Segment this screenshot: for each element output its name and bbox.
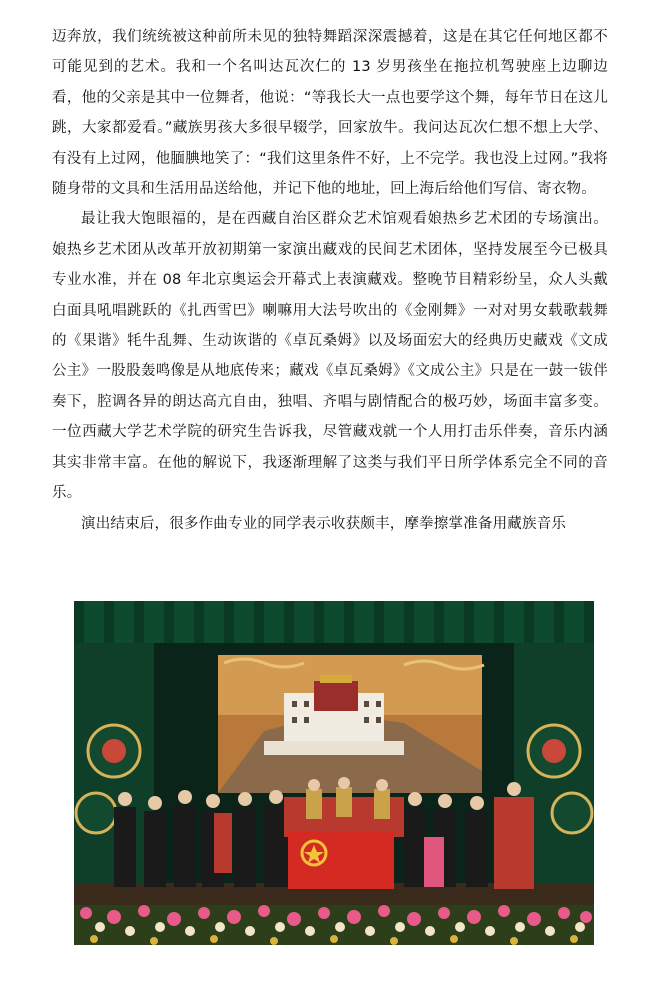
palace-backdrop bbox=[218, 655, 484, 793]
paragraph-2: 最让我大饱眼福的，是在西藏自治区群众艺术馆观看娘热乡艺术团的专场演出。娘热乡艺术团从改革开放初期第一家演出藏戏的民间艺术团体，坚持发展至今已极具专业水准，并在 08 年北京奥运会开幕式上表演藏戏。整晚节目精彩纷呈，众人头戴白面具吼唱跳跃的《扎西雪巴》喇嘛用大法号吹出的《金刚舞》一对对男女载歌载舞的《果谐》牦牛乱舞、生动诙谐的《卓瓦桑姆》以及场面宏大的经典历史藏戏《文成公主》一股股轰鸣像是从地底传来；藏戏《卓瓦桑姆》《文成公主》只是在一鼓一钹伴奏下，腔调各异的朗达高亢自由，独唱、齐唱与剧情配合的极巧妙，场面丰富多变。一位西藏大学艺术学院的研究生告诉我，尽管藏戏就一个人用打击乐伴奏，音乐内涵其实非常丰富。在他的解说下，我逐渐理解了这类与我们平日所学体系完全不同的音乐。 bbox=[52, 211, 608, 502]
red-flag bbox=[288, 831, 394, 889]
front-flower-bed bbox=[74, 905, 594, 945]
top-curtain bbox=[74, 601, 594, 643]
paragraph-1: 迈奔放，我们统统被这种前所未见的独特舞蹈深深震撼着，这是在其它任何地区都不可能见到的艺术。我和一个名叫达瓦次仁的 13 岁男孩坐在拖拉机驾驶座上边聊边看，他的父亲是其中一位舞者，他说：“等我长大一点也要学这个舞，每年节日在这儿跳，大家都爱看。”藏族男孩大多很早辍学，回家放牛。我问达瓦次仁想不想上大学、有没有上过网，他腼腆地笑了：“我们这里条件不好，上不完学。我也没上过网。”我将随身带的文具和生活用品送给他，并记下他的地址，回上海后给他们写信、寄衣物。 bbox=[52, 29, 608, 198]
stage-group-photo bbox=[74, 601, 594, 945]
paragraph-3: 演出结束后，很多作曲专业的同学表示收获颇丰，摩拳擦掌准备用藏族音乐 bbox=[81, 515, 567, 532]
article-body bbox=[52, 22, 608, 539]
